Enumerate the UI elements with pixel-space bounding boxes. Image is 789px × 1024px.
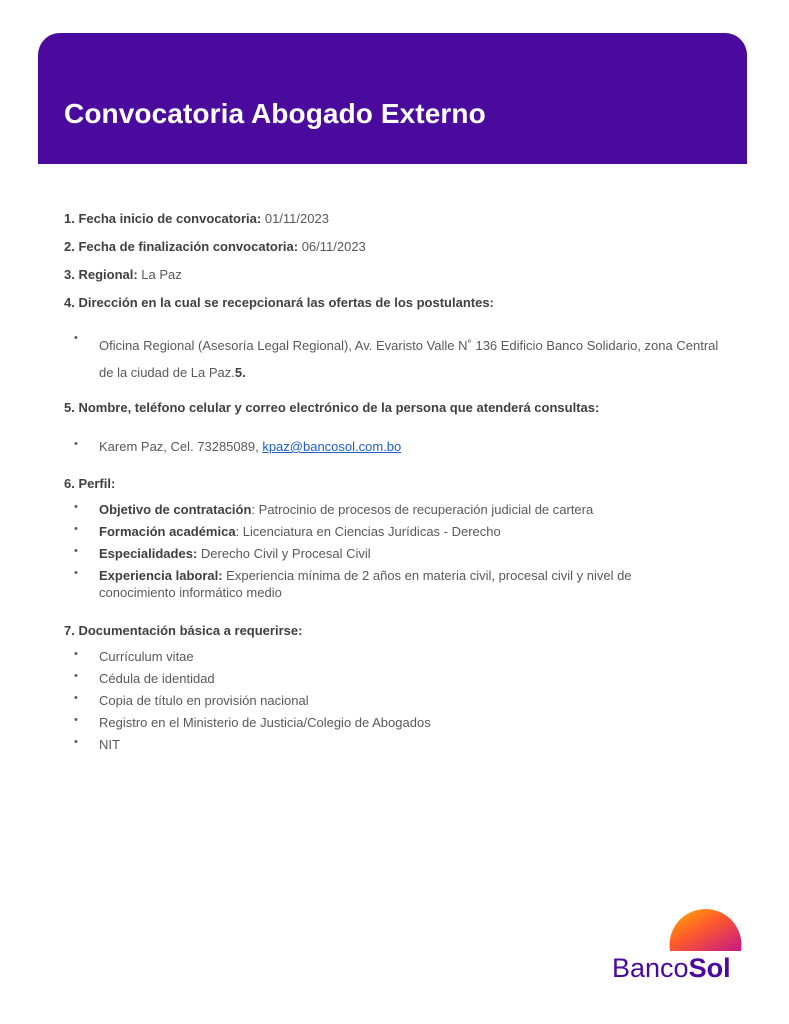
header-banner: [38, 33, 747, 164]
bancosol-logo: BancoSol: [612, 953, 731, 983]
contact-email-link[interactable]: kpaz@bancosol.com.bo: [262, 439, 402, 454]
page-title: Convocatoria Abogado Externo: [64, 98, 486, 129]
bullet-icon: •: [74, 648, 78, 660]
bullet-icon: •: [74, 692, 78, 704]
field-regional: 3. Regional: La Paz: [64, 267, 182, 282]
bullet-icon: •: [74, 670, 78, 682]
bullet-icon: •: [74, 332, 78, 344]
documentacion-heading: 7. Documentación básica a requerirse:: [64, 623, 303, 638]
field-address-heading: 4. Dirección en la cual se recepcionará las ofertas de los postulantes:: [64, 295, 494, 310]
bullet-icon: •: [74, 523, 78, 535]
bullet-icon: •: [74, 714, 78, 726]
bullet-icon: •: [74, 545, 78, 557]
field-start-date: 1. Fecha inicio de convocatoria: 01/11/2023: [64, 211, 329, 226]
bullet-icon: •: [74, 501, 78, 513]
bullet-icon: •: [74, 567, 78, 579]
field-contact-heading: 5. Nombre, teléfono celular y correo electrónico de la persona que atenderá consultas:: [64, 400, 600, 415]
bullet-icon: •: [74, 736, 78, 748]
perfil-heading: 6. Perfil:: [64, 476, 116, 491]
bullet-icon: •: [74, 438, 78, 450]
field-end-date: 2. Fecha de finalización convocatoria: 06/11/2023: [64, 239, 366, 254]
